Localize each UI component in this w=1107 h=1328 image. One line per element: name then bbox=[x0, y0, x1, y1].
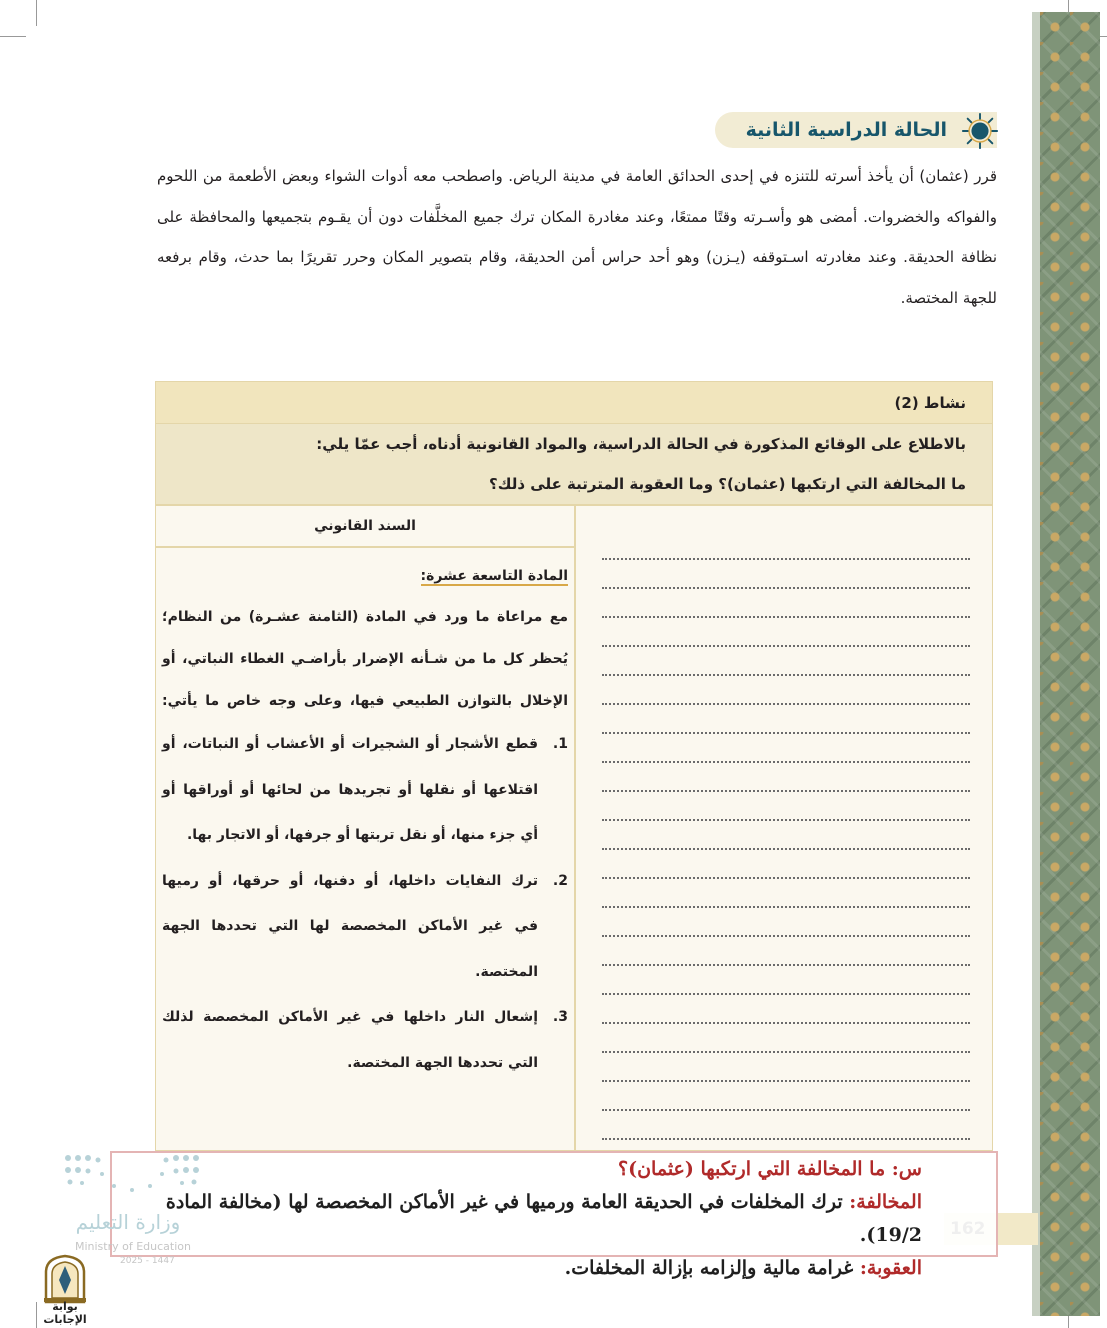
ministry-year: 2025 - 1447 bbox=[120, 1256, 175, 1266]
answer-question-text: ما المخالفة التي ارتكبها (عثمان)؟ bbox=[618, 1158, 886, 1180]
item-line: ترك النفايات داخلها، أو دفنها، أو حرقها، أو رميها bbox=[162, 872, 538, 889]
answer-line[interactable] bbox=[602, 1051, 970, 1053]
activity-question: ما المخالفة التي ارتكبها (عثمان)؟ وما العقوبة المترتبة على ذلك؟ bbox=[489, 475, 966, 493]
answer-question bbox=[112, 1153, 922, 1186]
answer-line[interactable] bbox=[602, 819, 970, 821]
answer-line[interactable] bbox=[602, 993, 970, 995]
answer-violation bbox=[112, 1186, 922, 1252]
answer-line[interactable] bbox=[602, 877, 970, 879]
portal-logo-icon bbox=[42, 1254, 88, 1304]
article-item bbox=[162, 859, 568, 996]
legal-article bbox=[156, 548, 574, 1086]
case-description: قرر (عثمان) أن يأخذ أسرته للتنزه في إحدى الحدائق العامة في مدينة الرياض. واصطحب معه أدوات الشواء وبعض الأطعمة من اللحوم والفواكه والخضروات. أمضى هو وأسـرته وقتًا ممتعًا، وعند مغادرة المكان ترك جميع المخلَّفات دون أن يقـوم بتجميعها والمحافظة على نظافة الحديقة. وعند مغادرته اسـتوقفه (يـزن) وهو أحد حراس أمن الحديقة، وقام بتصوير المكان وحرر تقريرًا بما حدث، وقام برفعه للجهة المختصة. bbox=[157, 167, 997, 307]
answer-line[interactable] bbox=[602, 616, 970, 618]
answer-line[interactable] bbox=[602, 558, 970, 560]
ministry-dots-icon bbox=[62, 1152, 202, 1196]
activity-instruction: بالاطلاع على الوقائع المذكورة في الحالة الدراسية، والمواد القانونية أدناه، أجب عمّا يلي: bbox=[316, 435, 966, 453]
violation-text: ترك المخلفات في الحديقة العامة ورميها في غير الأماكن المخصصة لها (مخالفة المادة 19/2). bbox=[165, 1191, 922, 1246]
item-line: التي تحددها الجهة المختصة. bbox=[347, 1054, 538, 1071]
article-item bbox=[162, 995, 568, 1086]
answer-line[interactable] bbox=[602, 964, 970, 966]
case-heading bbox=[715, 112, 997, 148]
item-line: أي جزء منها، أو نقل تربتها أو جرفها، أو الاتجار بها. bbox=[186, 827, 538, 843]
violation-label: المخالفة: bbox=[849, 1191, 922, 1213]
legal-reference-column bbox=[156, 504, 574, 1150]
item-line: في غير الأماكن المخصصة لها التي تحددها الجهة bbox=[162, 918, 538, 934]
answer-line[interactable] bbox=[602, 1138, 970, 1140]
answer-line[interactable] bbox=[602, 906, 970, 908]
crop-mark bbox=[0, 36, 26, 37]
item-line: المختصة. bbox=[475, 963, 538, 980]
islamic-pattern-border bbox=[1040, 12, 1100, 1316]
answer-line[interactable] bbox=[602, 790, 970, 792]
answer-line[interactable] bbox=[602, 703, 970, 705]
ministry-name-en: Ministry of Education bbox=[74, 1240, 191, 1253]
sun-icon bbox=[961, 112, 999, 150]
portal-name: بوابة الإجابات bbox=[43, 1300, 87, 1326]
answer-line[interactable] bbox=[602, 848, 970, 850]
answer-line[interactable] bbox=[602, 732, 970, 734]
article-item bbox=[162, 722, 568, 859]
answer-lines-area[interactable] bbox=[574, 504, 992, 1150]
penalty-label: العقوبة: bbox=[859, 1257, 922, 1279]
answer-line[interactable] bbox=[602, 645, 970, 647]
article-intro-line: الإخلال بالتوازن الطبيعي فيها، وعلى وجه خاص ما يأتي: bbox=[162, 693, 568, 709]
article-intro-line: يُحظر كل ما من شـأنه الإضرار بأراضـي الغطاء النباتي، أو bbox=[162, 651, 568, 667]
item-number: 2. bbox=[552, 872, 568, 889]
item-number: 3. bbox=[552, 1009, 568, 1025]
answer-line[interactable] bbox=[602, 1109, 970, 1111]
legal-reference-header: السند القانوني bbox=[156, 504, 574, 548]
answer-line[interactable] bbox=[602, 935, 970, 937]
page-edge-decoration bbox=[1032, 12, 1040, 1316]
penalty-text: غرامة مالية وإلزامه بإزالة المخلفات. bbox=[564, 1257, 854, 1279]
answer-question-label: س: bbox=[891, 1158, 922, 1180]
answer-line[interactable] bbox=[602, 1080, 970, 1082]
activity-question-block bbox=[156, 424, 992, 504]
answer-line[interactable] bbox=[602, 587, 970, 589]
item-line: إشعال النار داخلها في غير الأماكن المخصصة لذلك bbox=[162, 1009, 538, 1025]
crop-mark bbox=[36, 0, 37, 26]
item-line: اقتلاعها أو نقلها أو تجريدها من لحائها أو أوراقها أو bbox=[162, 781, 538, 798]
answer-line[interactable] bbox=[602, 1022, 970, 1024]
article-title: المادة التاسعة عشرة: bbox=[420, 568, 568, 584]
answer-line[interactable] bbox=[602, 761, 970, 763]
item-number: 1. bbox=[552, 736, 568, 752]
item-line: قطع الأشجار أو الشجيرات أو الأعشاب أو النباتات، أو bbox=[162, 736, 538, 752]
activity-title: نشاط (2) bbox=[156, 382, 992, 424]
case-title: الحالة الدراسية الثانية bbox=[745, 119, 947, 141]
answer-line[interactable] bbox=[602, 674, 970, 676]
article-intro-line: مع مراعاة ما ورد في المادة (الثامنة عشـرة) من النظام؛ bbox=[162, 609, 568, 625]
activity-box bbox=[155, 381, 993, 1151]
answer-penalty bbox=[112, 1252, 922, 1285]
ministry-name-ar: وزارة التعليم bbox=[75, 1210, 181, 1234]
